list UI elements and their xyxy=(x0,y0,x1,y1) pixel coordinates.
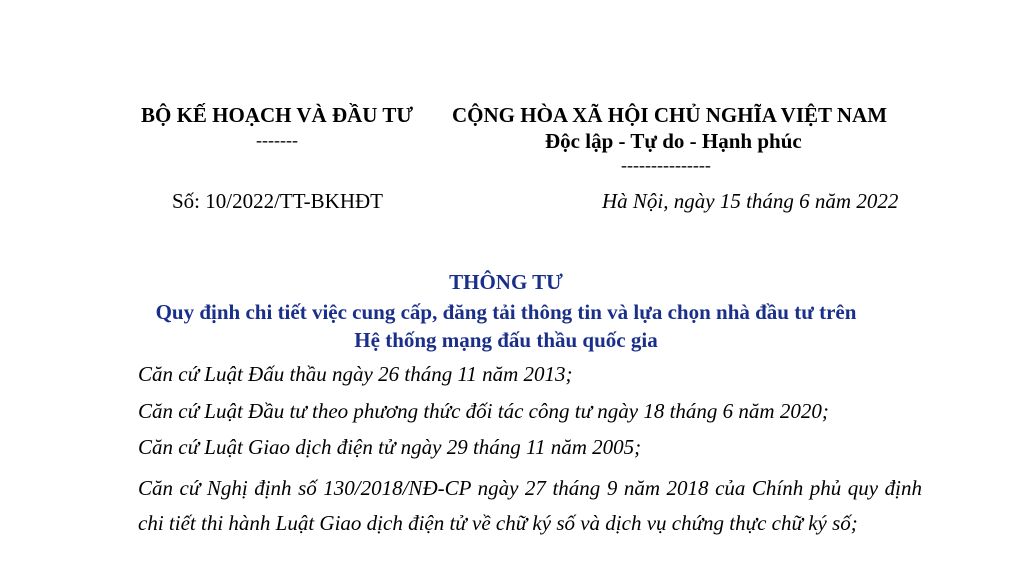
document-subject xyxy=(0,298,1012,354)
subject-line-1: Quy định chi tiết việc cung cấp, đăng tải thông tin và lựa chọn nhà đầu tư trên xyxy=(155,300,857,324)
legal-basis-item: Căn cứ Luật Giao dịch điện tử ngày 29 tháng 11 năm 2005; xyxy=(138,435,642,459)
legal-basis-item: Căn cứ Nghị định số 130/2018/NĐ-CP ngày 27 tháng 9 năm 2018 của Chính phủ quy định chi tiết thi hành Luật Giao dịch điện tử về chữ ký số và dịch vụ chứng thực chữ ký số; xyxy=(138,476,922,535)
legal-basis-item: Căn cứ Luật Đầu tư theo phương thức đối tác công tư ngày 18 tháng 6 năm 2020; xyxy=(138,399,829,423)
subject-line-2: Hệ thống mạng đấu thầu quốc gia xyxy=(354,328,658,352)
place-and-date: Hà Nội, ngày 15 tháng 6 năm 2022 xyxy=(602,189,899,213)
document-number: Số: 10/2022/TT-BKHĐT xyxy=(172,189,383,213)
national-title: CỘNG HÒA XÃ HỘI CHỦ NGHĨA VIỆT NAM xyxy=(452,103,888,127)
national-motto: Độc lập - Tự do - Hạnh phúc xyxy=(545,129,802,153)
ministry-divider: ------- xyxy=(256,130,298,150)
motto-divider: --------------- xyxy=(621,155,711,175)
legal-basis-item: Căn cứ Luật Đấu thầu ngày 26 tháng 11 năm 2013; xyxy=(138,362,573,386)
issuing-ministry: BỘ KẾ HOẠCH VÀ ĐẦU TƯ xyxy=(141,103,414,127)
document-type: THÔNG TƯ xyxy=(449,270,563,294)
